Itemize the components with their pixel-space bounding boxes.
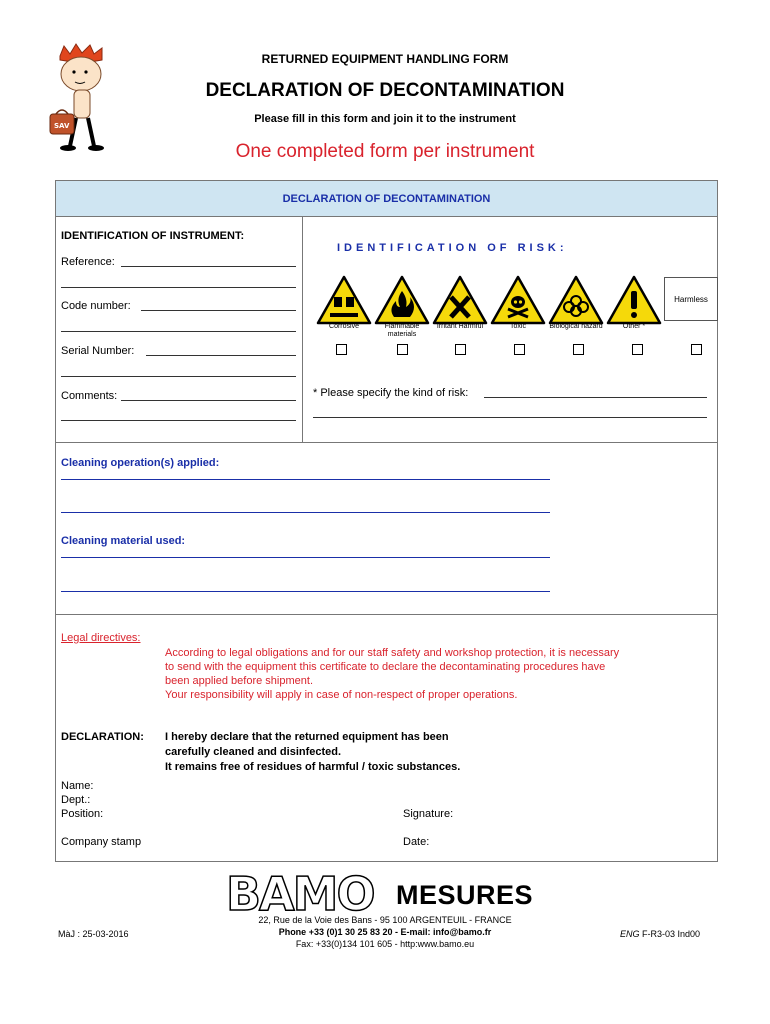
- legal-line: According to legal obligations and for our staff safety and workshop protection, it is necessary: [165, 647, 620, 659]
- specify-risk-field[interactable]: [484, 397, 707, 398]
- corrosive-checkbox[interactable]: [336, 344, 347, 355]
- exclamation-icon: [606, 275, 662, 325]
- cleaning-operations-field[interactable]: [61, 479, 550, 480]
- specify-risk-field-line2[interactable]: [313, 417, 707, 418]
- legal-paragraph: [165, 646, 705, 702]
- bamo-logo: [224, 872, 394, 914]
- cleaning-operations-field-line2[interactable]: [61, 512, 550, 513]
- irritant-x-icon: [432, 275, 488, 325]
- doc-reference: [620, 929, 700, 939]
- name-label: Name:: [61, 780, 94, 792]
- reference-field-line2[interactable]: [61, 287, 296, 288]
- harmless-checkbox[interactable]: [691, 344, 702, 355]
- skull-icon: [490, 275, 546, 325]
- phone-email-text: Phone +33 (0)1 30 25 83 20 - E-mail: info@bamo.fr: [278, 927, 492, 937]
- declaration-line: carefully cleaned and disinfected.: [165, 746, 342, 758]
- declaration-line: I hereby declare that the returned equipment has been: [165, 731, 449, 743]
- svg-text:SAV: SAV: [54, 122, 70, 130]
- sign-label-irritant: Irritant Harmful: [436, 323, 484, 330]
- cleaning-operations-label: Cleaning operation(s) applied:: [61, 457, 220, 469]
- serial-number-field-line2[interactable]: [61, 376, 296, 377]
- legal-line: Your responsibility will apply in case of non-respect of proper operations.: [165, 689, 518, 701]
- code-number-field-line2[interactable]: [61, 331, 296, 332]
- toxic-checkbox[interactable]: [514, 344, 525, 355]
- biohazard-icon: [548, 275, 604, 325]
- irritant-checkbox[interactable]: [455, 344, 466, 355]
- sign-label-other: Other *: [622, 323, 646, 330]
- reference-field[interactable]: [121, 266, 296, 267]
- sign-label-toxic: Toxic: [510, 323, 526, 330]
- corrosive-icon: [316, 275, 372, 325]
- sign-label-biohazard: Biological hazard: [549, 323, 603, 330]
- biohazard-checkbox[interactable]: [573, 344, 584, 355]
- serial-number-field[interactable]: [146, 355, 296, 356]
- doc-lang: ENG: [620, 929, 640, 939]
- cleaning-material-field-line2[interactable]: [61, 591, 550, 592]
- risk-heading: IDENTIFICATION OF RISK:: [337, 242, 568, 254]
- cleaning-material-label: Cleaning material used:: [61, 535, 186, 547]
- form-type-heading: RETURNED EQUIPMENT HANDLING FORM: [261, 52, 509, 66]
- instruction-text: Please fill in this form and join it to the instrument: [254, 113, 516, 125]
- comments-field[interactable]: [121, 400, 296, 401]
- company-stamp-label: Company stamp: [61, 836, 142, 848]
- code-number-field[interactable]: [141, 310, 296, 311]
- legal-line: been applied before shipment.: [165, 675, 313, 687]
- reference-label: Reference:: [61, 256, 115, 268]
- comments-label: Comments:: [61, 390, 118, 402]
- sign-label-corrosive: Corrosive: [329, 323, 359, 330]
- code-number-label: Code number:: [61, 300, 131, 312]
- legal-heading: Legal directives:: [61, 632, 141, 644]
- harmless-box: Harmless: [664, 277, 718, 321]
- identification-heading: IDENTIFICATION OF INSTRUMENT:: [61, 230, 245, 242]
- legal-line: to send with the equipment this certificate to declare the decontaminating procedures have: [165, 661, 606, 673]
- other-checkbox[interactable]: [632, 344, 643, 355]
- flame-icon: [374, 275, 430, 325]
- date-label: Date:: [403, 836, 430, 848]
- page-title: DECLARATION OF DECONTAMINATION: [205, 80, 565, 101]
- fax-web-text: Fax: +33(0)134 101 605 - http:www.bamo.eu: [295, 939, 475, 949]
- brand-suffix: MESURES: [396, 880, 534, 910]
- dept-label: Dept.:: [61, 794, 91, 806]
- sign-label-flammable: Flammable materials: [384, 323, 420, 338]
- position-label: Position:: [61, 808, 104, 820]
- declaration-text: [165, 730, 585, 775]
- divider: [56, 442, 717, 443]
- signature-label: Signature:: [403, 808, 454, 820]
- specify-risk-label: * Please specify the kind of risk:: [313, 387, 469, 399]
- notice-text: One completed form per instrument: [235, 141, 535, 162]
- declaration-label: DECLARATION:: [61, 731, 144, 743]
- cleaning-material-field[interactable]: [61, 557, 550, 558]
- declaration-line: It remains free of residues of harmful / toxic substances.: [165, 761, 461, 773]
- column-divider: [302, 217, 303, 443]
- serial-number-label: Serial Number:: [61, 345, 135, 357]
- flammable-checkbox[interactable]: [397, 344, 408, 355]
- form-bar-title: DECLARATION OF DECONTAMINATION: [56, 181, 717, 217]
- doc-ref: F-R3-03 Ind00: [642, 929, 701, 939]
- bamo-logo-text: BAMO: [226, 872, 374, 914]
- address-text: 22, Rue de la Voie des Bans - 95 100 ARGENTEUIL - FRANCE: [258, 915, 512, 925]
- divider: [55, 614, 718, 615]
- comments-field-line2[interactable]: [61, 420, 296, 421]
- revision-date: MàJ : 25-03-2016: [58, 929, 129, 939]
